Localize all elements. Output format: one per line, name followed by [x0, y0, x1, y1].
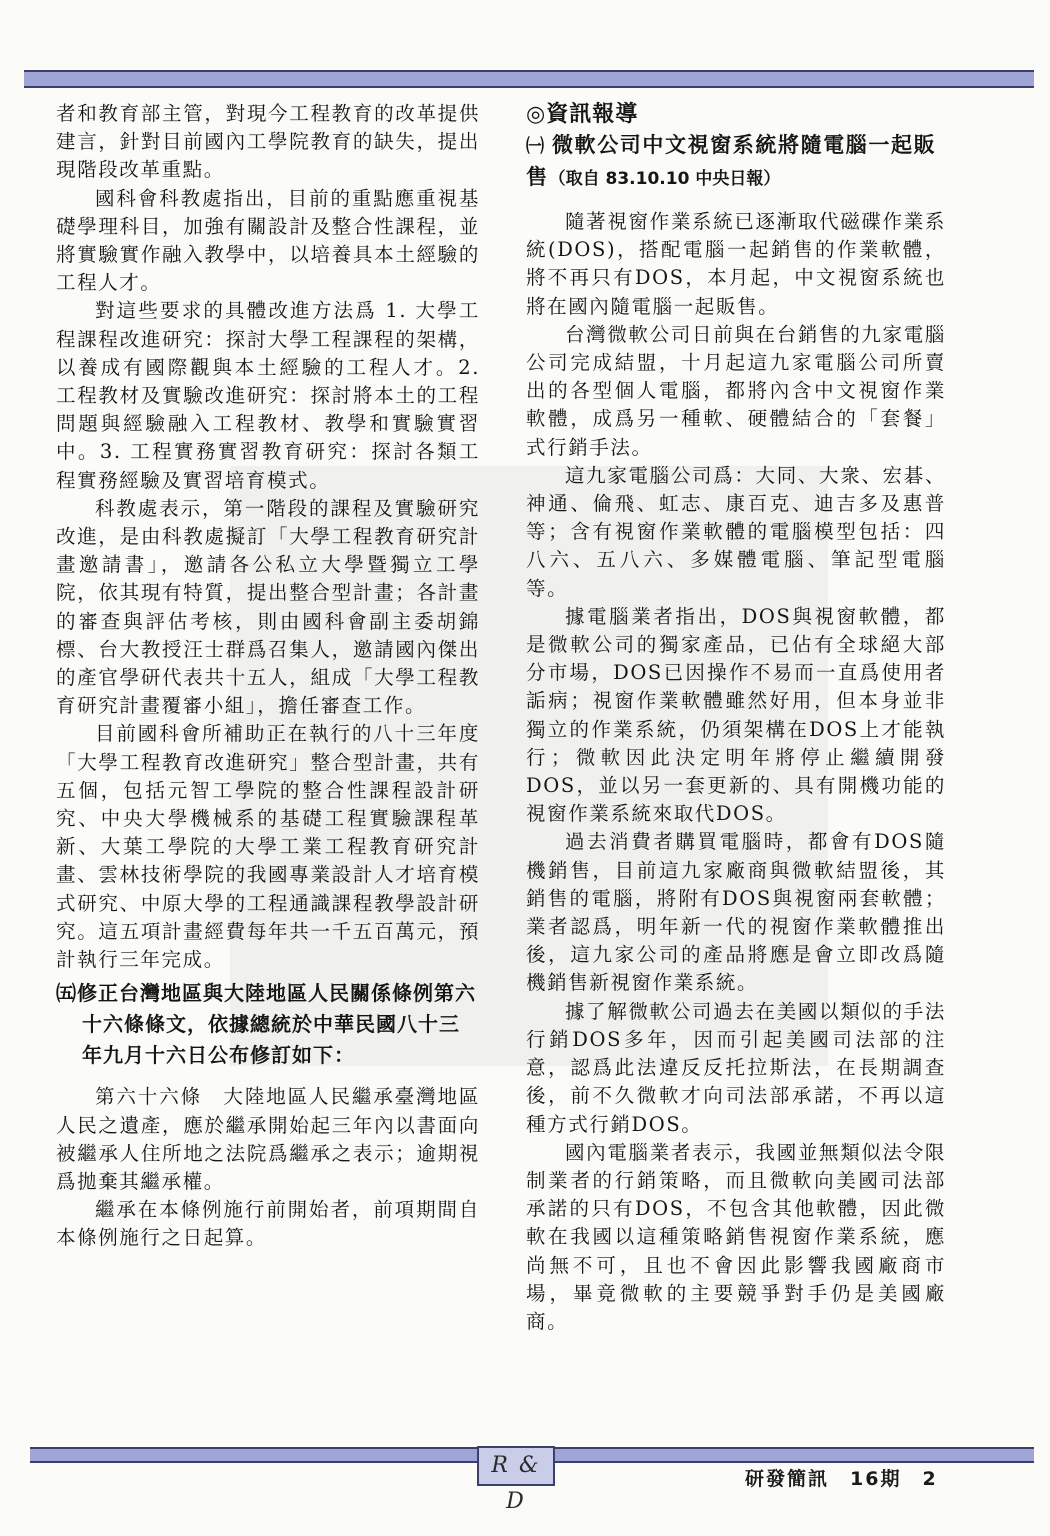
left-paragraph-1: 者和教育部主管，對現今工程教育的改革提供建言，針對目前國內工學院教育的缺失，提出現階段改革重點。 [56, 102, 480, 182]
section-5-heading [56, 978, 480, 1071]
left-paragraph-2: 國科會科教處指出，目前的重點應重視基礎學理科目，加強有關設計及整合性課程，並將實驗實作融入教學中，以培養具本土經驗的工程人才。 [56, 186, 480, 295]
right-paragraph-3: 這九家電腦公司爲：大同、大衆、宏碁、神通、倫飛、虹志、康百克、迪吉多及惠普等；含有視窗作業軟體的電腦模型包括：四八六、五八六、多媒體電腦、筆記型電腦等。 [526, 463, 946, 600]
page-footer: 研發簡訊 16期 2 [745, 1468, 938, 1490]
article-source: （取自 83.10.10 中央日報） [548, 169, 781, 189]
left-paragraph-3: 對這些要求的具體改進方法爲 1. 大學工程課程改進研究：探討大學工程課程的架構，以養成有國際觀與本土經驗的工程人才。2. 工程教材及實驗改進研究：探討將本土的工程問題與經驗融入工程教材、教學和實驗實習中。3. 工程實務實習教育研究：探討各類工程實務經驗及實習培育模式。 [56, 299, 480, 492]
right-column [526, 100, 946, 1336]
left-paragraph-5: 目前國科會所補助正在執行的八十三年度「大學工程教育改進研究」整合型計畫，共有五個，包括元智工學院的整合性課程設計研究、中央大學機械系的基礎工程實驗課程革新、大葉工學院的大學工業工程教育研究計畫、雲林技術學院的我國專業設計人才培育模式研究、中原大學的工程通識課程教學設計研究。這五項計畫經費每年共一千五百萬元，預計執行三年完成。 [56, 722, 480, 972]
left-paragraph-4: 科教處表示，第一階段的課程及實驗研究改進，是由科教處擬訂「大學工程教育研究計畫邀請書」，邀請各公私立大學暨獨立工學院，依其現有特質，提出整合型計畫；各計畫的審查與評估考核，則由國科會副主委胡錦標、台大教授汪士群爲召集人，邀請國內傑出的產官學研代表共十五人，組成「大學工程教育研究計畫覆審小組」，擔任審查工作。 [56, 496, 480, 718]
article-marker: ㈠ [526, 136, 546, 157]
section-heading: ◎資訊報導 [526, 102, 639, 127]
right-paragraph-6: 據了解微軟公司過去在美國以類似的手法行銷DOS多年，因而引起美國司法部的注意，認爲此法違反反托拉斯法，在長期調查後，前不久微軟才向司法部承諾，不再以這種方式行銷DOS。 [526, 999, 946, 1136]
section-5-marker: ㈤ [56, 981, 77, 1006]
article-66-text: 第六十六條 大陸地區人民繼承臺灣地區人民之遺產，應於繼承開始起三年內以書面向被繼承人住所地之法院爲繼承之表示；逾期視爲拋棄其繼承權。 [56, 1085, 480, 1193]
article-66-note: 繼承在本條例施行前開始者，前項期間自本條例施行之日起算。 [56, 1198, 480, 1250]
article-headline [526, 130, 946, 194]
article-title: 微軟公司中文視窗系統將隨電腦一起販售 [526, 133, 937, 189]
right-paragraph-1: 隨著視窗作業系統已逐漸取代磁碟作業系統(DOS)，搭配電腦一起銷售的作業軟體，將不再只有DOS，本月起，中文視窗系統也將在國內隨電腦一起販售。 [526, 210, 946, 318]
right-paragraph-4: 據電腦業者指出，DOS與視窗軟體，都是微軟公司的獨家產品，已佔有全球絕大部分市場，DOS已因操作不易而一直爲使用者詬病；視窗作業軟體雖然好用，但本身並非獨立的作業系統，仍須架構在DOS上才能執行；微軟因此決定明年將停止繼續開發DOS，並以另一套更新的、具有開機功能的視窗作業系統來取代DOS。 [526, 604, 946, 826]
right-paragraph-2: 台灣微軟公司日前與在台銷售的九家電腦公司完成結盟，十月起這九家電腦公司所賣出的各型個人電腦，都將內含中文視窗作業軟體，成爲另一種軟、硬體結合的「套餐」式行銷手法。 [526, 322, 946, 459]
top-decorative-band [24, 70, 1034, 88]
right-paragraph-7: 國內電腦業者表示，我國並無類似法令限制業者的行銷策略，而且微軟向美國司法部承諾的只有DOS，不包含其他軟體，因此微軟在我國以這種策略銷售視窗作業系統，應尚無不可，且也不會因此影響我國廠商市場，畢竟微軟的主要競爭對手仍是美國廠商。 [526, 1140, 946, 1333]
rd-logo: R & D [477, 1446, 555, 1486]
left-column [56, 100, 480, 1253]
section-5-title: 修正台灣地區與大陸地區人民關係條例第六十六條條文，依據總統於中華民國八十三年九月十六日公布修訂如下： [77, 981, 476, 1068]
right-paragraph-5: 過去消費者購買電腦時，都會有DOS隨機銷售，目前這九家廠商與微軟結盟後，其銷售的電腦，將附有DOS與視窗兩套軟體；業者認爲，明年新一代的視窗作業軟體推出後，這九家公司的產品將應是會立即改爲隨機銷售新視窗作業系統。 [526, 830, 946, 995]
